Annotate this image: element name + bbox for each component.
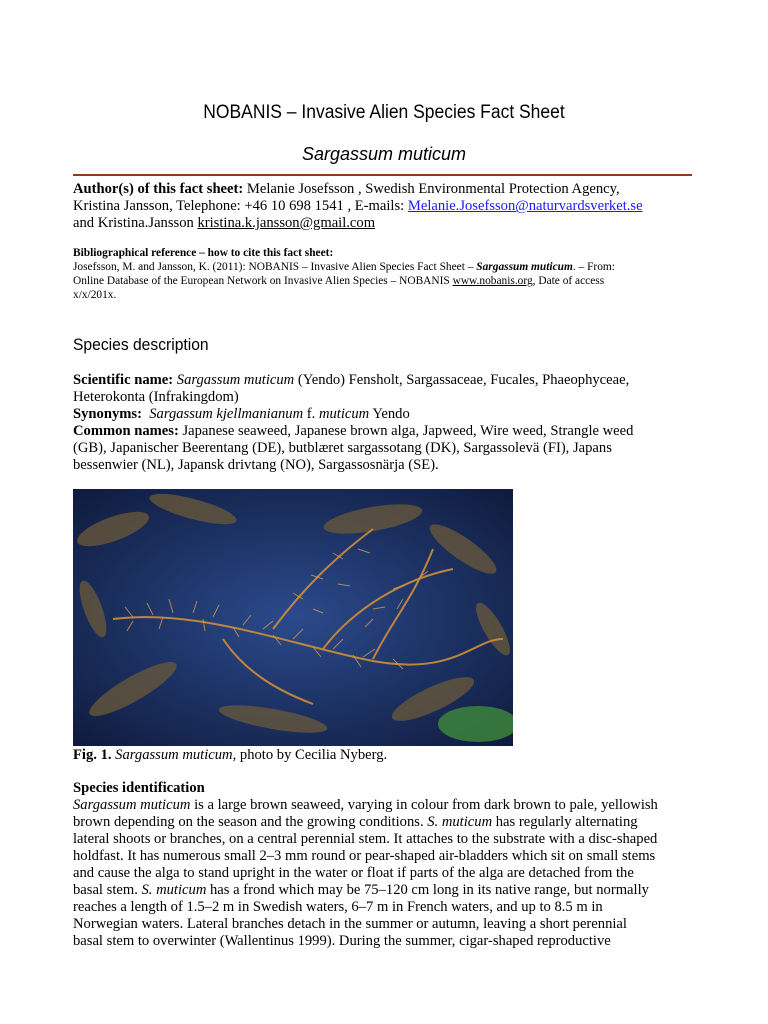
id-line-2b: has regularly alternating	[492, 814, 638, 830]
figure-caption	[73, 747, 387, 764]
authors-label: Author(s) of this fact sheet:	[73, 181, 244, 197]
id-line-3: lateral shoots or branches, on a central perennial stem. It attaches to the substrate with a disc-shaped	[73, 831, 658, 847]
biblio-text-2: Online Database of the European Network on Invasive Alien Species – NOBANIS	[73, 275, 453, 287]
id-line-6b: has a frond which may be 75–120 cm long in its native range, but normally	[206, 882, 649, 898]
synonyms-italic: muticum	[318, 406, 370, 422]
identification-paragraph	[73, 797, 698, 950]
section-heading-species-description: Species description	[73, 335, 209, 354]
page-title: NOBANIS – Invasive Alien Species Fact Sheet	[203, 102, 565, 123]
id-line-8: Norwegian waters. Lateral branches detach in the summer or autumn, leaving a short perennial	[73, 916, 627, 932]
common-names-label: Common names:	[73, 423, 179, 439]
bibliography-block	[73, 246, 698, 302]
nobanis-link[interactable]: www.nobanis.org	[452, 275, 533, 287]
synonyms-end: Yendo	[369, 406, 410, 422]
scientific-label: Scientific name:	[73, 372, 174, 388]
id-line-7: reaches a length of 1.5–2 m in Swedish waters, 6–7 m in French waters, and up to 8.5 m in	[73, 899, 603, 915]
biblio-text-3: x/x/201x.	[73, 289, 117, 301]
id-line-6a: basal stem.	[73, 882, 142, 898]
common-line1: Japanese seaweed, Japanese brown alga, Japweed, Wire weed, Strangle weed	[178, 423, 634, 439]
species-title: Sargassum muticum	[301, 144, 467, 164]
figure-species: Sargassum muticum	[115, 747, 233, 763]
authors-line3: and Kristina.Jansson	[73, 215, 198, 231]
figure-label: Fig. 1.	[73, 747, 112, 763]
email-link-1[interactable]: Melanie.Josefsson@naturvardsverket.se	[407, 198, 643, 214]
seaweed-illustration	[73, 489, 513, 746]
email-link-2[interactable]: kristina.k.jansson@gmail.com	[197, 215, 376, 231]
authors-block	[73, 181, 698, 232]
biblio-text-1: Josefsson, M. and Jansson, K. (2011): NOBANIS – Invasive Alien Species Fact Sheet –	[73, 261, 477, 273]
common-line3: bessenwier (NL), Japansk drivtang (NO), Sargassosnärja (SE).	[73, 457, 439, 473]
synonyms-label: Synonyms:	[73, 406, 142, 422]
biblio-text-1b: . – From:	[572, 261, 615, 273]
authors-line1: Melanie Josefsson , Swedish Environmental Protection Agency,	[243, 181, 620, 197]
id-species-3: S. muticum	[141, 882, 207, 898]
scientific-name: Sargassum muticum	[176, 372, 295, 388]
id-line-4: holdfast. It has numerous small 2–3 mm round or pear-shaped air-bladders which sit on small stems	[73, 848, 656, 864]
section-heading-identification: Species identification	[73, 780, 205, 796]
biblio-text-2b: , Date of access	[532, 275, 605, 287]
biblio-label: Bibliographical reference – how to cite this fact sheet:	[73, 247, 334, 259]
synonyms-name: Sargassum kjellmanianum	[149, 406, 304, 422]
id-species-2: S. muticum	[427, 814, 493, 830]
title-divider	[73, 174, 692, 176]
figure-credit: , photo by Cecilia Nyberg.	[232, 747, 388, 763]
species-names-block	[73, 372, 698, 474]
scientific-rest: (Yendo) Fensholt, Sargassaceae, Fucales, Phaeophyceae,	[294, 372, 630, 388]
id-line-1: is a large brown seaweed, varying in colour from dark brown to pale, yellowish	[190, 797, 658, 813]
id-line-2a: brown depending on the season and the growing conditions.	[73, 814, 428, 830]
synonyms-mid: f.	[303, 406, 319, 422]
id-species-1: Sargassum muticum	[73, 797, 191, 813]
id-line-5: and cause the alga to stand upright in the water or float if parts of the alga are detached from the	[73, 865, 634, 881]
common-line2: (GB), Japanischer Beerentang (DE), butblæret sargassotang (DK), Sargassolevä (FI), Japans	[73, 440, 612, 456]
authors-line2: Kristina Jansson, Telephone: +46 10 698 1541 , E-mails:	[73, 198, 408, 214]
scientific-line2: Heterokonta (Infrakingdom)	[73, 389, 239, 405]
seaweed-photo	[73, 489, 513, 746]
id-line-9: basal stem to overwinter (Wallentinus 1999). During the summer, cigar-shaped reproductive	[73, 933, 611, 949]
biblio-species: Sargassum muticum	[476, 261, 573, 273]
